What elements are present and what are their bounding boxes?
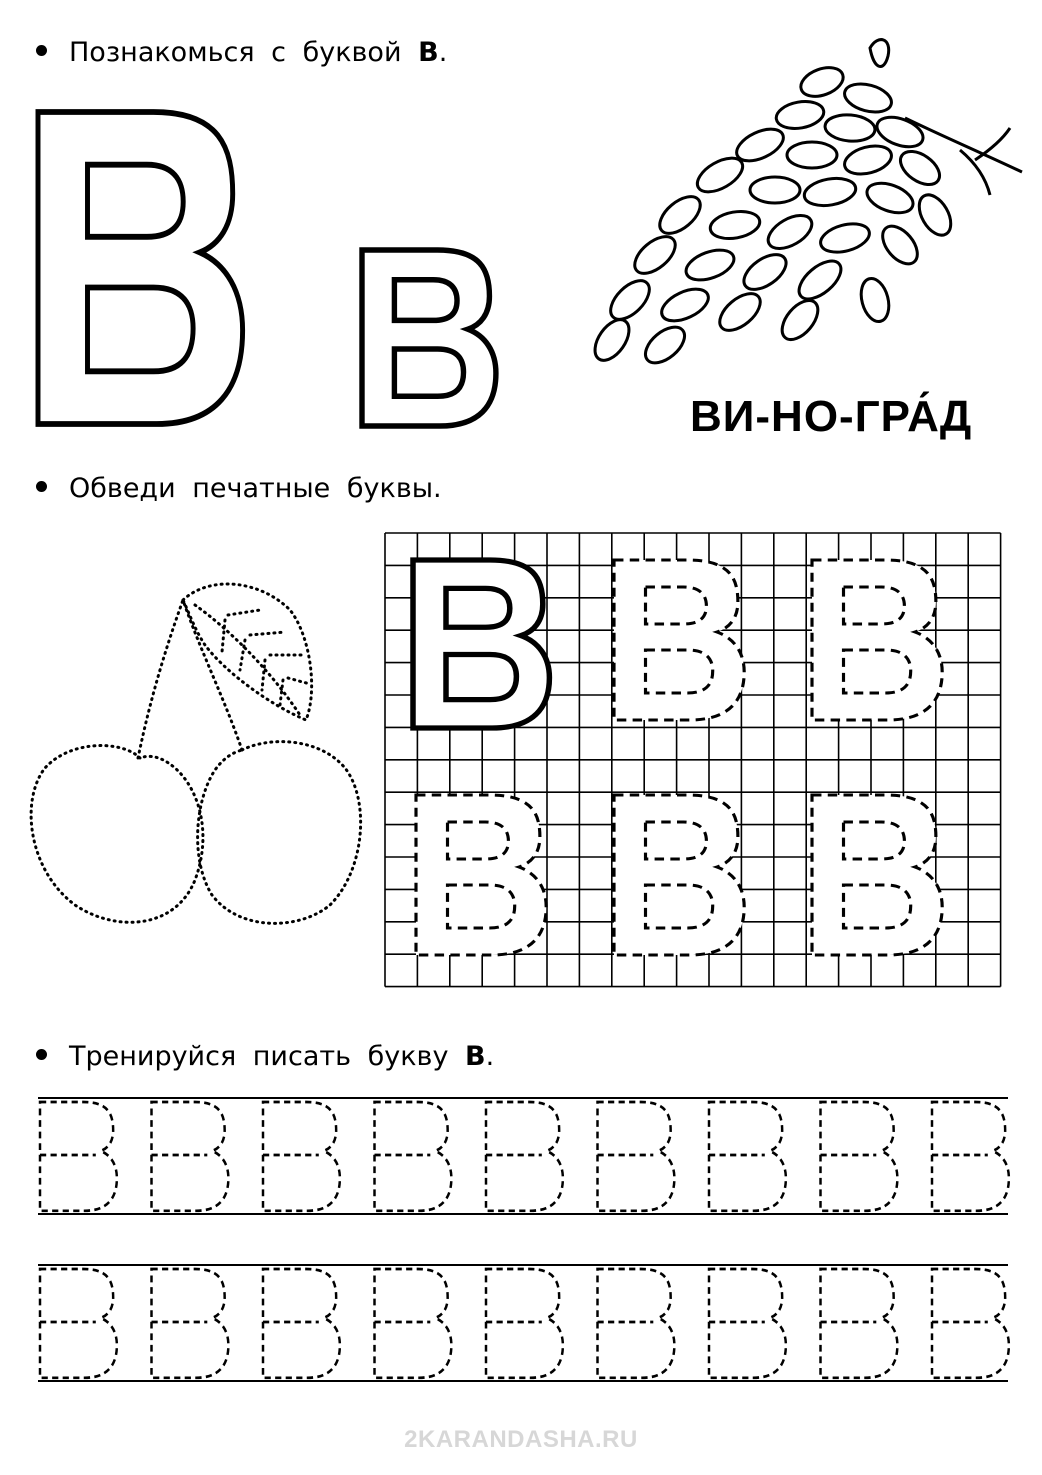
cherry-stem-left [138,600,183,758]
grape-berries [588,62,957,369]
grid-letter-dashed [812,795,942,955]
watermark: 2KARANDASHA.RU [404,1426,638,1453]
cherry-left [31,746,203,923]
practice-letter-dashed [152,1102,229,1211]
practice-letter-dashed [821,1102,898,1211]
cherry-leaf [183,584,312,720]
practice-letter-dashed [152,1269,229,1378]
cherry-right [198,742,361,924]
practice-letter-dashed [486,1102,563,1211]
practice-letter-dashed [375,1102,452,1211]
instruction-trace: Обведи печатные буквы. [36,472,442,506]
practice-letter-dashed [709,1102,786,1211]
practice-letter-dashed [598,1269,675,1378]
practice-letter-dashed [263,1269,340,1378]
practice-letter-dashed [598,1102,675,1211]
practice-letter-dashed [932,1102,1009,1211]
writing-lines [38,1098,1009,1381]
big-capital-letter [38,112,243,424]
practice-letter-dashed [821,1269,898,1378]
practice-letter-dashed [486,1269,563,1378]
grapes-picture [588,40,1022,370]
small-letter [362,250,496,426]
grid-letter-dashed [416,795,546,955]
cherries-picture [31,584,361,923]
grid-letter-solid [413,560,549,728]
practice-letter-dashed [375,1269,452,1378]
instruction-practice: Тренируйся писать букву В. [36,1040,494,1074]
grid-letter-dashed [614,795,744,955]
grid-letter-dashed [812,560,942,720]
practice-letter-dashed [709,1269,786,1378]
practice-letter-dashed [40,1269,117,1378]
instruction-intro: Познакомься с буквой В. [36,36,447,70]
picture-word: ВИ-НО-ГРА́Д [690,392,973,441]
practice-letter-dashed [932,1269,1009,1378]
practice-letter-dashed [40,1102,117,1211]
grid-letter-dashed [614,560,744,720]
practice-letter-dashed [263,1102,340,1211]
